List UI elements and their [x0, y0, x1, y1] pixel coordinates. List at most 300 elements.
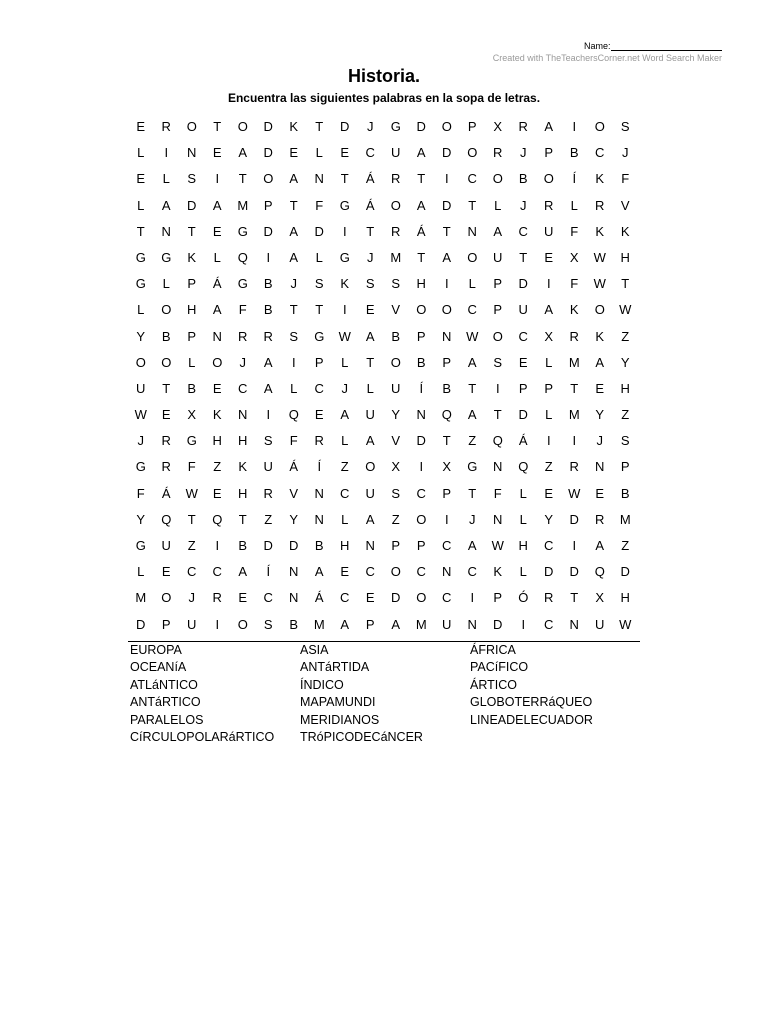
- grid-letter: J: [520, 197, 527, 213]
- grid-letter: X: [595, 590, 605, 606]
- grid-letter: M: [237, 197, 249, 213]
- grid-letter: U: [493, 249, 503, 265]
- grid-letter: R: [212, 590, 222, 606]
- grid-letter: P: [442, 354, 452, 370]
- grid-letter: Z: [340, 459, 349, 475]
- grid-letter: D: [620, 564, 630, 580]
- page-subtitle: Encuentra las siguientes palabras en la sopa de letras.: [227, 91, 541, 105]
- grid-letter: E: [212, 145, 222, 161]
- grid-letter: K: [238, 459, 248, 475]
- grid-letter: Q: [492, 433, 503, 449]
- grid-letter: D: [187, 197, 197, 213]
- grid-letter: C: [467, 171, 477, 187]
- grid-letter: R: [569, 328, 579, 344]
- grid-letter: S: [620, 433, 630, 449]
- grid-letter: L: [162, 171, 170, 187]
- grid-letter: Z: [213, 459, 222, 475]
- grid-letter: G: [135, 249, 146, 265]
- grid-letter: O: [263, 171, 274, 187]
- grid-letter: O: [212, 354, 223, 370]
- grid-letter: M: [568, 407, 580, 423]
- grid-letter: E: [212, 380, 222, 396]
- grid-letter: A: [212, 302, 222, 318]
- grid-letter: T: [493, 407, 502, 423]
- grid-letter: W: [593, 276, 606, 292]
- grid-letter: Y: [544, 511, 554, 527]
- grid-letter: C: [467, 302, 477, 318]
- grid-letter: A: [340, 407, 350, 423]
- grid-letter: Y: [289, 511, 299, 527]
- grid-letter: A: [289, 223, 299, 239]
- grid-letter: Q: [212, 511, 223, 527]
- grid-letter: D: [569, 564, 579, 580]
- grid-letter: N: [314, 171, 324, 187]
- word-list-item: GLOBOTERRáQUEO: [470, 695, 593, 710]
- grid-letter: O: [492, 171, 503, 187]
- grid-letter: Z: [544, 459, 553, 475]
- grid-letter: F: [493, 485, 502, 501]
- grid-letter: R: [391, 223, 401, 239]
- grid-letter: E: [161, 564, 171, 580]
- grid-letter: U: [391, 145, 401, 161]
- grid-letter: U: [136, 380, 146, 396]
- grid-letter: O: [390, 197, 401, 213]
- grid-letter: T: [366, 223, 375, 239]
- grid-letter: M: [313, 616, 325, 632]
- page-title: Historia.: [347, 66, 421, 86]
- grid-letter: L: [341, 354, 349, 370]
- grid-letter: R: [518, 119, 528, 134]
- grid-letter: O: [594, 119, 605, 134]
- grid-letter: E: [544, 485, 554, 501]
- grid-letter: W: [619, 302, 632, 318]
- grid-letter: J: [188, 590, 195, 606]
- grid-letter: N: [238, 407, 248, 423]
- grid-letter: Á: [416, 223, 426, 239]
- grid-letter: P: [442, 485, 452, 501]
- grid-letter: T: [289, 197, 298, 213]
- grid-letter: G: [161, 249, 172, 265]
- grid-letter: Z: [264, 511, 273, 527]
- grid-letter: I: [572, 119, 577, 134]
- name-blank-line: [611, 41, 722, 51]
- grid-letter: P: [365, 616, 375, 632]
- grid-letter: A: [212, 197, 222, 213]
- grid-letter: Í: [419, 380, 424, 396]
- grid-letter: P: [187, 276, 197, 292]
- grid-letter: U: [161, 538, 171, 553]
- grid-letter: L: [315, 145, 323, 161]
- grid-letter: A: [493, 223, 503, 239]
- grid-letter: L: [468, 276, 476, 292]
- grid-letter: J: [596, 433, 603, 449]
- grid-letter: A: [365, 433, 375, 449]
- grid-letter: V: [289, 485, 299, 501]
- grid-letter: R: [161, 433, 171, 449]
- grid-letter: T: [187, 223, 196, 239]
- grid-letter: L: [137, 197, 145, 213]
- grid-letter: L: [341, 433, 349, 449]
- grid-letter: U: [544, 223, 554, 239]
- grid-letter: A: [340, 616, 350, 632]
- word-list-item: LINEADELECUADOR: [470, 712, 593, 727]
- grid-letter: U: [442, 616, 452, 632]
- grid-letter: S: [289, 328, 299, 344]
- grid-letter: V: [620, 197, 630, 213]
- grid-letter: L: [290, 380, 298, 396]
- grid-letter: I: [495, 380, 500, 396]
- grid-letter: D: [442, 197, 452, 213]
- grid-letter: G: [135, 538, 146, 553]
- grid-letter: K: [595, 328, 605, 344]
- grid-letter: L: [213, 249, 221, 265]
- grid-letter: S: [365, 276, 375, 292]
- grid-letter: T: [238, 171, 247, 187]
- grid-letter: V: [391, 433, 401, 449]
- grid-letter: L: [162, 276, 170, 292]
- grid-letter: X: [544, 328, 554, 344]
- grid-letter: O: [441, 302, 452, 318]
- grid-letter: E: [212, 223, 222, 239]
- grid-letter: D: [263, 145, 273, 161]
- grid-letter: W: [491, 538, 504, 553]
- grid-letter: Á: [518, 433, 528, 449]
- grid-letter: A: [467, 354, 477, 370]
- grid-letter: X: [493, 119, 503, 134]
- grid-letter: E: [238, 590, 248, 606]
- grid-letter: N: [467, 616, 477, 632]
- grid-letter: L: [519, 564, 527, 580]
- grid-letter: Á: [314, 590, 324, 606]
- grid-letter: A: [263, 354, 273, 370]
- grid-letter: O: [161, 590, 172, 606]
- grid-letter: R: [238, 328, 248, 344]
- grid-letter: N: [595, 459, 605, 475]
- grid-letter: L: [137, 564, 145, 580]
- grid-letter: E: [289, 145, 299, 161]
- grid-letter: R: [263, 485, 273, 501]
- grid-letter: E: [518, 354, 528, 370]
- grid-letter: A: [289, 249, 299, 265]
- grid-letter: C: [314, 380, 324, 396]
- grid-letter: I: [164, 145, 169, 161]
- grid-letter: X: [442, 459, 452, 475]
- grid-letter: A: [544, 302, 554, 318]
- grid-letter: N: [187, 145, 197, 161]
- grid-letter: R: [595, 197, 605, 213]
- grid-letter: B: [263, 302, 273, 318]
- grid-letter: F: [289, 433, 298, 449]
- grid-letter: D: [493, 616, 503, 632]
- grid-letter: P: [187, 328, 197, 344]
- grid-letter: J: [290, 276, 297, 292]
- grid-letter: O: [594, 302, 605, 318]
- grid-letter: T: [442, 433, 451, 449]
- grid-letter: S: [620, 119, 630, 134]
- grid-letter: T: [570, 590, 579, 606]
- grid-letter: E: [365, 590, 375, 606]
- grid-letter: F: [187, 459, 196, 475]
- grid-letter: E: [314, 407, 324, 423]
- grid-letter: T: [442, 223, 451, 239]
- grid-letter: Á: [365, 171, 375, 187]
- grid-letter: U: [518, 302, 528, 318]
- grid-letter: Í: [317, 459, 322, 475]
- grid-letter: N: [467, 223, 477, 239]
- grid-letter: J: [622, 145, 629, 161]
- grid-letter: G: [135, 459, 146, 475]
- grid-letter: O: [416, 590, 427, 606]
- grid-letter: G: [186, 433, 197, 449]
- grid-letter: G: [237, 223, 248, 239]
- grid-letter: D: [340, 119, 350, 134]
- grid-letter: Ó: [518, 590, 529, 606]
- grid-letter: J: [239, 354, 246, 370]
- grid-letter: R: [263, 328, 273, 344]
- grid-letter: I: [266, 407, 271, 423]
- grid-letter: E: [212, 485, 222, 501]
- grid-letter: L: [341, 511, 349, 527]
- grid-letter: H: [518, 538, 528, 553]
- grid-letter: P: [544, 145, 554, 161]
- grid-letter: B: [569, 145, 579, 161]
- grid-letter: J: [341, 380, 348, 396]
- grid-letter: V: [391, 302, 401, 318]
- grid-letter: T: [340, 171, 349, 187]
- grid-letter: I: [546, 433, 551, 449]
- name-label: Name:: [584, 41, 611, 51]
- grid-letter: R: [595, 511, 605, 527]
- grid-letter: Í: [266, 564, 271, 580]
- grid-letter: I: [342, 302, 347, 318]
- grid-letter: D: [442, 145, 452, 161]
- grid-letter: C: [467, 564, 477, 580]
- grid-letter: S: [391, 276, 401, 292]
- grid-letter: O: [237, 616, 248, 632]
- grid-letter: M: [135, 590, 147, 606]
- grid-letter: Á: [289, 459, 299, 475]
- grid-letter: G: [135, 276, 146, 292]
- grid-letter: B: [391, 328, 401, 344]
- grid-letter: C: [187, 564, 197, 580]
- grid-letter: H: [238, 485, 248, 501]
- grid-letter: I: [572, 433, 577, 449]
- grid-letter: S: [263, 616, 273, 632]
- word-list-item: PARALELOS: [130, 712, 204, 727]
- grid-letter: C: [340, 485, 350, 501]
- grid-letter: N: [442, 564, 452, 580]
- grid-letter: Á: [212, 276, 222, 292]
- grid-letter: Z: [391, 511, 400, 527]
- grid-letter: T: [570, 380, 579, 396]
- grid-letter: M: [415, 616, 427, 632]
- grid-letter: H: [340, 538, 350, 553]
- grid-letter: O: [365, 459, 376, 475]
- grid-letter: B: [416, 354, 426, 370]
- grid-letter: I: [444, 511, 449, 527]
- grid-letter: A: [544, 119, 554, 134]
- grid-letter: U: [187, 616, 197, 632]
- grid-letter: T: [621, 276, 630, 292]
- grid-letter: D: [569, 511, 579, 527]
- grid-letter: H: [620, 590, 630, 606]
- grid-letter: E: [340, 145, 350, 161]
- grid-letter: G: [339, 197, 350, 213]
- grid-letter: O: [416, 511, 427, 527]
- word-list-item: OCEANíA: [130, 660, 187, 675]
- grid-letter: P: [493, 590, 503, 606]
- grid-letter: K: [289, 119, 299, 134]
- grid-letter: Q: [518, 459, 529, 475]
- grid-letter: N: [289, 590, 299, 606]
- word-list-item: CíRCULOPOLARáRTICO: [130, 729, 275, 744]
- grid-letter: Z: [187, 538, 196, 553]
- grid-letter: T: [468, 380, 477, 396]
- grid-letter: X: [187, 407, 197, 423]
- grid-letter: N: [314, 485, 324, 501]
- grid-letter: L: [545, 354, 553, 370]
- grid-letter: T: [468, 197, 477, 213]
- grid-letter: G: [467, 459, 478, 475]
- grid-letter: Z: [621, 407, 630, 423]
- grid-letter: U: [391, 380, 401, 396]
- grid-letter: A: [161, 197, 171, 213]
- grid-letter: I: [291, 354, 296, 370]
- grid-letter: J: [520, 145, 527, 161]
- grid-letter: L: [545, 407, 553, 423]
- grid-letter: U: [595, 616, 605, 632]
- grid-letter: R: [544, 590, 554, 606]
- grid-letter: K: [493, 564, 503, 580]
- grid-letter: S: [493, 354, 503, 370]
- grid-letter: K: [595, 223, 605, 239]
- grid-letter: T: [417, 171, 426, 187]
- grid-letter: D: [518, 276, 528, 292]
- grid-letter: E: [544, 249, 554, 265]
- grid-letter: T: [162, 380, 171, 396]
- grid-letter: Í: [572, 171, 577, 187]
- grid-letter: L: [315, 249, 323, 265]
- grid-letter: C: [442, 590, 452, 606]
- grid-letter: H: [620, 249, 630, 265]
- grid-letter: O: [237, 119, 248, 134]
- grid-letter: S: [314, 276, 324, 292]
- grid-letter: B: [238, 538, 248, 553]
- grid-letter: P: [161, 616, 171, 632]
- grid-letter: L: [137, 145, 145, 161]
- grid-letter: A: [442, 249, 452, 265]
- grid-letter: N: [493, 511, 503, 527]
- grid-letter: L: [188, 354, 196, 370]
- word-list-item: ASIA: [300, 643, 329, 657]
- grid-letter: K: [212, 407, 222, 423]
- grid-letter: G: [314, 328, 325, 344]
- grid-letter: H: [620, 380, 630, 396]
- grid-letter: I: [266, 249, 271, 265]
- grid-letter: O: [416, 302, 427, 318]
- grid-letter: P: [416, 328, 426, 344]
- grid-letter: N: [493, 459, 503, 475]
- grid-letter: M: [619, 511, 631, 527]
- grid-letter: B: [518, 171, 528, 187]
- grid-letter: S: [263, 433, 273, 449]
- grid-letter: E: [365, 302, 375, 318]
- grid-letter: E: [340, 564, 350, 580]
- grid-letter: H: [238, 433, 248, 449]
- credit-text: Created with TheTeachersCorner.net Word Search Maker: [492, 53, 722, 63]
- grid-letter: P: [620, 459, 630, 475]
- grid-letter: D: [314, 223, 324, 239]
- grid-letter: L: [570, 197, 578, 213]
- grid-letter: F: [136, 485, 145, 501]
- grid-letter: O: [135, 354, 146, 370]
- grid-letter: I: [342, 223, 347, 239]
- grid-letter: A: [365, 328, 375, 344]
- grid-letter: Q: [441, 407, 452, 423]
- grid-letter: J: [367, 119, 374, 134]
- grid-letter: B: [620, 485, 630, 501]
- grid-letter: E: [136, 171, 146, 187]
- grid-letter: I: [444, 276, 449, 292]
- grid-letter: Y: [620, 354, 630, 370]
- grid-letter: A: [238, 145, 248, 161]
- grid-letter: W: [568, 485, 581, 501]
- grid-letter: U: [365, 407, 375, 423]
- grid-letter: C: [263, 590, 273, 606]
- grid-letter: Q: [237, 249, 248, 265]
- grid-letter: D: [518, 407, 528, 423]
- grid-letter: A: [314, 564, 324, 580]
- grid-letter: U: [365, 485, 375, 501]
- grid-letter: L: [366, 380, 374, 396]
- grid-letter: I: [521, 616, 526, 632]
- grid-letter: E: [161, 407, 171, 423]
- grid-letter: A: [416, 197, 426, 213]
- grid-letter: Q: [594, 564, 605, 580]
- grid-letter: J: [469, 511, 476, 527]
- grid-letter: N: [161, 223, 171, 239]
- grid-letter: C: [416, 485, 426, 501]
- grid-letter: Q: [288, 407, 299, 423]
- grid-letter: G: [237, 276, 248, 292]
- grid-letter: C: [544, 538, 554, 553]
- grid-letter: C: [416, 564, 426, 580]
- grid-letter: R: [161, 459, 171, 475]
- grid-letter: A: [391, 616, 401, 632]
- grid-letter: O: [467, 249, 478, 265]
- grid-letter: M: [568, 354, 580, 370]
- grid-letter: W: [185, 485, 198, 501]
- grid-letter: O: [441, 119, 452, 134]
- grid-letter: D: [263, 223, 273, 239]
- grid-letter: J: [137, 433, 144, 449]
- word-list-item: ANTáRTICO: [130, 695, 201, 710]
- grid-letter: C: [365, 145, 375, 161]
- grid-letter: W: [466, 328, 479, 344]
- grid-letter: Y: [136, 511, 146, 527]
- grid-letter: T: [315, 302, 324, 318]
- grid-letter: F: [621, 171, 630, 187]
- grid-letter: B: [314, 538, 324, 553]
- grid-letter: Y: [391, 407, 401, 423]
- grid-letter: I: [546, 276, 551, 292]
- grid-letter: C: [544, 616, 554, 632]
- grid-letter: D: [136, 616, 146, 632]
- grid-letter: T: [366, 354, 375, 370]
- word-list: [130, 642, 640, 746]
- grid-letter: T: [315, 119, 324, 134]
- grid-letter: G: [339, 249, 350, 265]
